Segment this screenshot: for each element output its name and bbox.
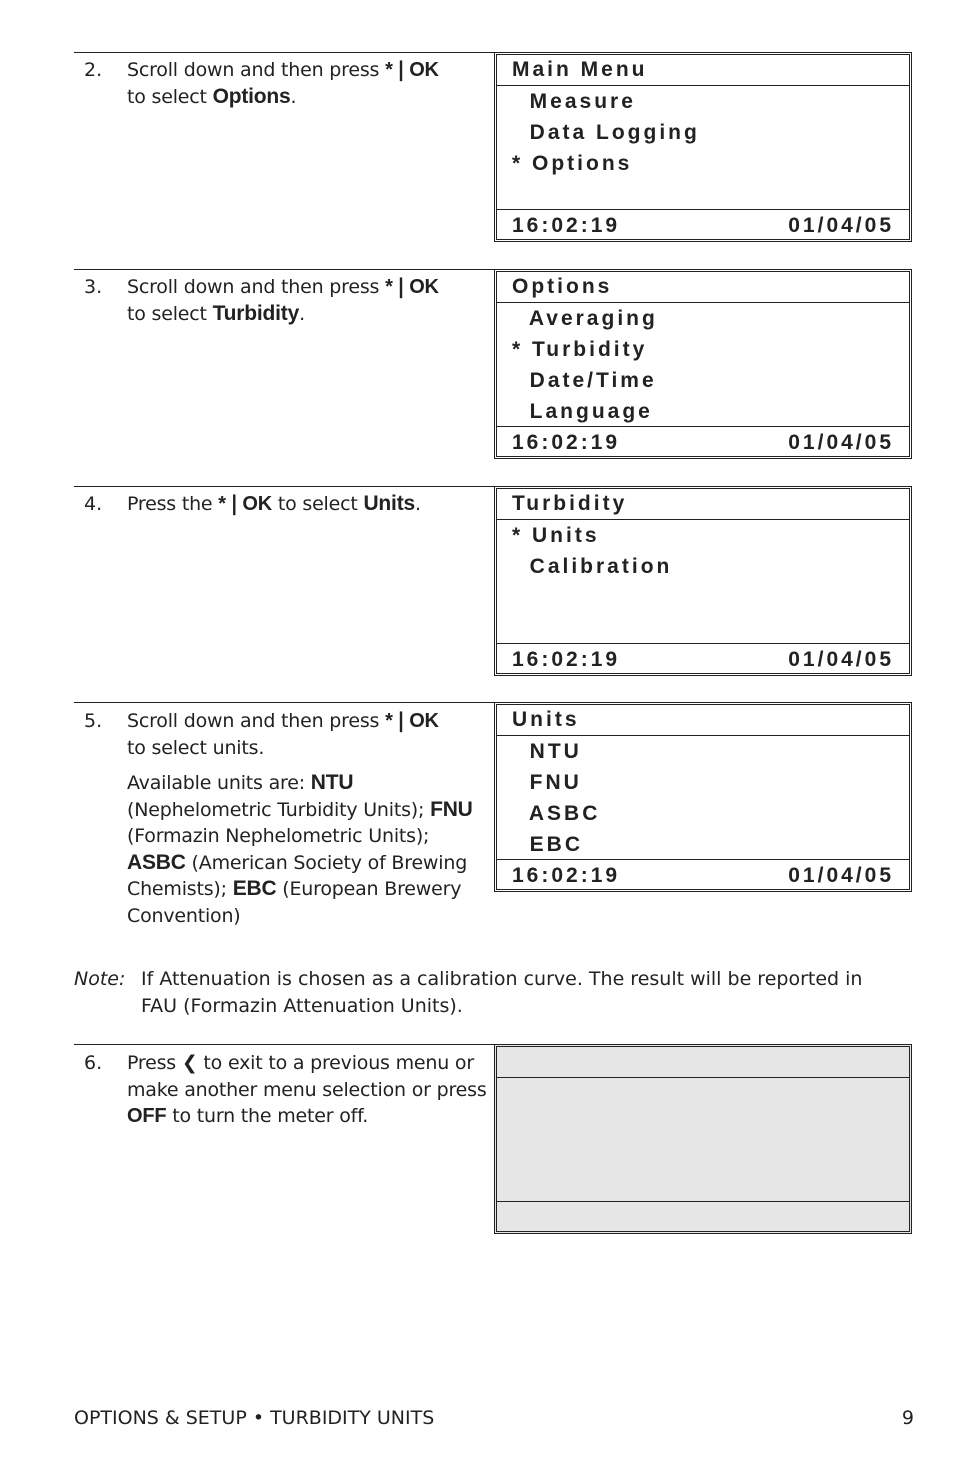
back-arrow-icon: ❮ xyxy=(181,1052,198,1074)
screen-menu xyxy=(497,520,909,644)
menu-item xyxy=(512,179,909,210)
instruction-text: Scroll down and then press xyxy=(127,710,386,732)
step-instruction xyxy=(127,274,487,327)
ok-key-label: *❘OK xyxy=(385,59,439,81)
step-instruction xyxy=(127,57,487,110)
divider xyxy=(74,52,494,53)
screen-date: 01/04/05 xyxy=(788,864,894,887)
instruction-text: to select xyxy=(272,493,364,515)
unit-asbc: ASBC xyxy=(127,850,186,874)
menu-item: Date/Time xyxy=(512,369,657,392)
instruction-text: to select units. xyxy=(127,736,265,759)
menu-option-name: Units xyxy=(363,492,415,515)
menu-item: Averaging xyxy=(512,307,658,330)
off-key-label: OFF xyxy=(127,1105,167,1127)
meter-screen xyxy=(494,702,912,892)
screen-date: 01/04/05 xyxy=(788,648,894,671)
menu-item: Calibration xyxy=(512,555,673,578)
divider xyxy=(74,1044,494,1045)
screen-date: 01/04/05 xyxy=(788,214,894,237)
menu-item: FNU xyxy=(512,771,582,794)
screen-menu xyxy=(497,1078,909,1202)
screen-status-bar xyxy=(497,860,909,889)
screen-time: 16:02:19 xyxy=(512,214,621,237)
screen-header: Main Menu xyxy=(497,55,909,86)
screen-menu xyxy=(497,86,909,210)
instruction-text: Scroll down and then press xyxy=(127,59,386,81)
step-instruction xyxy=(127,1050,487,1130)
menu-option-name: Turbidity xyxy=(212,301,300,325)
menu-item: Measure xyxy=(512,90,636,113)
screen-time: 16:02:19 xyxy=(512,648,621,671)
screen-status-bar xyxy=(497,427,909,456)
screen-header xyxy=(497,1047,909,1078)
divider xyxy=(74,702,494,703)
ok-key-label: *❘OK xyxy=(385,710,439,732)
page-number: 9 xyxy=(901,1407,914,1429)
instruction-text: . xyxy=(290,85,297,108)
instruction-text: to exit to a previous menu or make another menu selection or press xyxy=(127,1052,487,1101)
screen-time: 16:02:19 xyxy=(512,864,621,887)
screen-menu xyxy=(497,303,909,427)
menu-item xyxy=(512,582,909,613)
units-description xyxy=(127,770,487,929)
step-instruction xyxy=(127,708,487,938)
instruction-text: to select xyxy=(127,302,213,325)
screen-menu xyxy=(497,736,909,860)
menu-item: NTU xyxy=(512,740,582,763)
unit-ebc: EBC xyxy=(232,877,277,900)
text: (American Society of Brewing Chemists); xyxy=(127,851,468,900)
unit-ntu: NTU xyxy=(310,771,354,794)
ok-key-label: *❘OK xyxy=(385,276,439,298)
text: (Nephelometric Turbidity Units); xyxy=(127,798,431,821)
instruction-text: . xyxy=(299,302,305,325)
screen-status-bar xyxy=(497,644,909,673)
unit-fnu: FNU xyxy=(430,797,473,821)
meter-screen xyxy=(494,486,912,676)
instruction-text: to select xyxy=(127,85,213,108)
screen-header: Units xyxy=(497,705,909,736)
screen-header: Options xyxy=(497,272,909,303)
meter-screen xyxy=(494,269,912,459)
menu-item: * Options xyxy=(512,152,633,175)
note-label: Note: xyxy=(74,968,126,990)
menu-option-name: Options xyxy=(212,84,291,108)
screen-header: Turbidity xyxy=(497,489,909,520)
instruction-text: Press xyxy=(127,1052,182,1074)
text: (Formazin Nephelometric Units); xyxy=(127,825,430,847)
screen-date: 01/04/05 xyxy=(788,431,894,454)
screen-status-bar xyxy=(497,210,909,239)
menu-item: * Units xyxy=(512,524,600,547)
menu-item: ASBC xyxy=(512,802,601,825)
menu-item: EBC xyxy=(512,833,584,856)
page-footer xyxy=(74,1407,914,1429)
menu-item: Data Logging xyxy=(512,121,700,144)
divider xyxy=(74,486,494,487)
note-text: If Attenuation is chosen as a calibration curve. The result will be reported in FAU (Formazin Attenuation Units). xyxy=(141,968,863,1017)
menu-item: Language xyxy=(512,400,653,423)
instruction-text: Press the xyxy=(127,493,219,515)
step-number: 3. xyxy=(84,276,103,298)
screen-time: 16:02:19 xyxy=(512,431,621,454)
meter-screen-blank xyxy=(494,1044,912,1234)
step-number: 5. xyxy=(84,710,103,732)
instruction-text: Scroll down and then press xyxy=(127,276,386,298)
ok-key-label: *❘OK xyxy=(218,493,273,515)
text: (European Brewery Convention) xyxy=(127,878,462,927)
step-number: 4. xyxy=(84,493,103,515)
screen-status-bar xyxy=(497,1202,909,1231)
menu-item: * Turbidity xyxy=(512,338,648,361)
menu-item xyxy=(512,613,909,644)
meter-screen xyxy=(494,52,912,242)
step-number: 6. xyxy=(84,1052,103,1074)
step-number: 2. xyxy=(84,59,103,81)
instruction-text: to turn the meter off. xyxy=(166,1105,369,1127)
divider xyxy=(74,269,494,270)
step-instruction xyxy=(127,491,487,518)
section-title: OPTIONS & SETUP • TURBIDITY UNITS xyxy=(74,1407,435,1429)
instruction-text: . xyxy=(414,493,421,515)
text: Available units are: xyxy=(127,772,311,794)
